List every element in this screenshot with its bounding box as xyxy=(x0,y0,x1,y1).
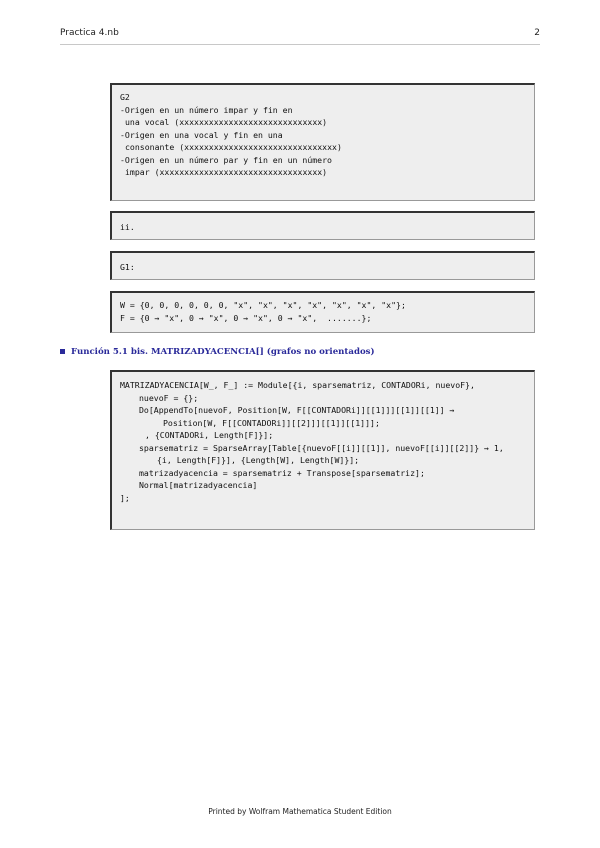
page-header xyxy=(60,28,540,44)
g2-line: -Origen en un número par y fin en un número xyxy=(120,154,332,165)
section-title: Función 5.1 bis. MATRIZADYACENCIA[] (grafos no orientados) xyxy=(71,347,375,357)
code-line: Position[W, F[[CONTADORi]][[2]]][[1]][[1]]]; xyxy=(163,417,380,428)
ii-label: ii. xyxy=(120,222,135,232)
g1-label: G1: xyxy=(120,262,135,272)
g2-line: -Origen en una vocal y fin en una xyxy=(120,129,283,140)
code-line: ]; xyxy=(120,492,130,503)
header-divider xyxy=(60,44,540,45)
page-footer: Printed by Wolfram Mathematica Student Edition xyxy=(208,807,392,816)
code-line: nuevoF = {}; xyxy=(139,392,199,403)
w-definition: W = {0, 0, 0, 0, 0, 0, "x", "x", "x", "x", "x", "x", "x"}; xyxy=(120,300,406,310)
code-line: Do[AppendTo[nuevoF, Position[W, F[[CONTADORi]][[1]]][[1]][[1]] → xyxy=(139,405,455,415)
code-line: Normal[matrizadyacencia] xyxy=(139,480,258,490)
text-cell-g1[interactable] xyxy=(110,251,535,280)
code-line: , {CONTADORi, Length[F]}]; xyxy=(145,430,274,440)
text-cell-g2[interactable] xyxy=(110,83,535,201)
input-cell-code[interactable] xyxy=(110,370,535,530)
g2-line: impar (xxxxxxxxxxxxxxxxxxxxxxxxxxxxxxxxx) xyxy=(125,167,328,177)
code-line: sparsematriz = SparseArray[Table[{nuevoF[[i]][[1]], nuevoF[[i]][[2]]} → 1, xyxy=(139,442,504,453)
code-line: matrizadyacencia = sparsematriz + Transpose[sparsematriz]; xyxy=(139,467,425,478)
input-cell-wf[interactable] xyxy=(110,291,535,333)
g2-line: G2 xyxy=(120,92,130,102)
notebook-title: Practica 4.nb xyxy=(60,28,119,38)
g2-line: una vocal (xxxxxxxxxxxxxxxxxxxxxxxxxxxxx) xyxy=(125,117,328,127)
section-heading[interactable] xyxy=(60,347,375,357)
code-line: {i, Length[F]}], {Length[W], Length[W]}]; xyxy=(157,455,360,465)
g2-line: consonante (xxxxxxxxxxxxxxxxxxxxxxxxxxxxxxx) xyxy=(125,142,342,152)
page-number: 2 xyxy=(534,28,540,38)
bullet-icon xyxy=(60,349,65,354)
code-line: MATRIZADYACENCIA[W_, F_] := Module[{i, sparsematriz, CONTADORi, nuevoF}, xyxy=(120,380,475,390)
f-definition: F = {0 → "x", 0 → "x", 0 → "x", 0 → "x", .......}; xyxy=(120,312,372,323)
text-cell-ii[interactable] xyxy=(110,211,535,240)
g2-line: -Origen en un número impar y fin en xyxy=(120,104,293,115)
